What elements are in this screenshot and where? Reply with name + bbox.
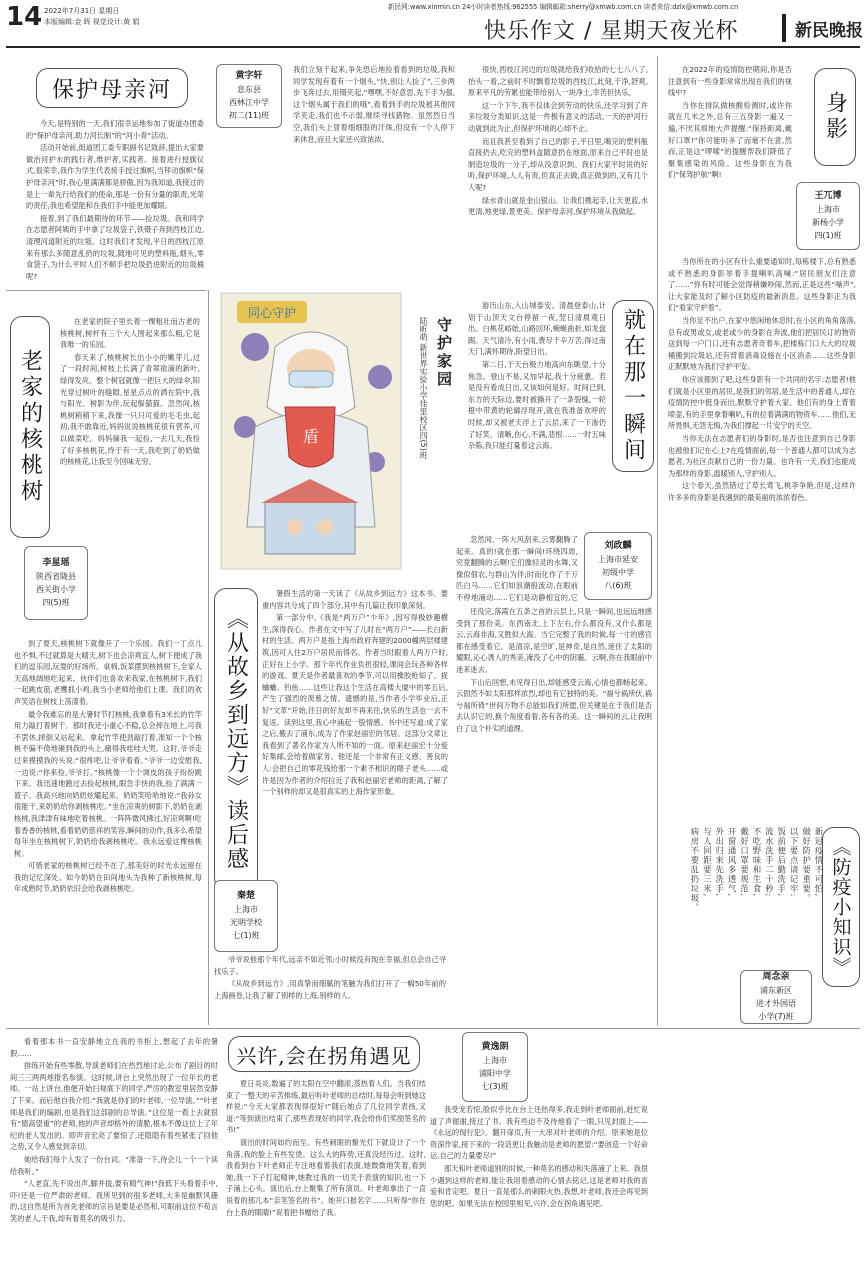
face-mask xyxy=(289,371,333,387)
paragraph: “人老直,先不说出声,脚并拢,要有精气神!”我低下头看着手中,吓!还是一位严肃的老师。我所见到的很多老师,大多是幽默风趣的,这自然是所为首先老师的宗旨是要是必然和,可眼前这位不苟言笑的老人,于我,却有着莫名的吸引力。 xyxy=(10,1179,218,1223)
author-info-line: 七(1)班 xyxy=(232,931,260,940)
poem-line: 病房不要乱扔垃圾。 xyxy=(689,827,700,913)
poem-line: 饭前便后勤洗手, xyxy=(776,827,787,898)
article-title-walnut-tree: 老家的核桃树 xyxy=(10,316,50,538)
paragraph: 绿水青山就是金山银山。让我们携起手,让天更蓝,水更清,地更绿,景更美。保护母亲河,保护环境从我做起。 xyxy=(468,195,648,217)
author-info-line: 初级中学 xyxy=(602,568,634,577)
editor-line: 本版编辑:金 晖 视觉设计:黄 娟 xyxy=(44,18,140,26)
article-body-corner-meet-3 xyxy=(430,1104,648,1276)
poem-line: 做好防护要重要。 xyxy=(801,827,812,903)
author-info-line: 四(5)班 xyxy=(42,598,70,607)
divider xyxy=(6,1028,860,1029)
paragraph: 当你在排队做核酸检测时,或许你就在几米之外,总有三五身影一遍又一遍,不厌其烦地大声提醒:“保持距离,戴好口罩!”你可能听多了而毫不在意,然而,正是这“啰嗦”的提醒帮我们降低了聚集感染的风险。这些身影在为我们“保驾护航”啊! xyxy=(668,100,792,180)
author-info-line: 四(1)班 xyxy=(814,231,842,240)
shield-text: 盾 xyxy=(302,427,320,446)
virus-icon xyxy=(368,365,392,389)
paragraph: 很快,西枝江河边的垃圾就给我们收拾的七七八八了,抬头一看,之前时不时飘着垃圾的西枝江,此刻,干净,舒爽,原来平凡的劳累也能带给别人一块净土,幸苦但快乐。 xyxy=(468,65,648,98)
virus-icon xyxy=(241,333,269,361)
page-number: 14 xyxy=(6,2,43,32)
author-info-line: 西关街小学 xyxy=(36,585,76,594)
poem-line: 与人同距要三米, xyxy=(702,827,713,898)
article-body-figures-1 xyxy=(668,64,792,254)
article-body-that-moment-3 xyxy=(456,606,652,1024)
author-name: 王兀博 xyxy=(814,191,842,201)
paragraph: 可惜老家的核桃树已经不在了,那美好的时光永远留在我的记忆深处。如今奶奶在田间地头为我种了新核桃树,每年成熟时节,奶奶依旧会给我剥核桃吃。 xyxy=(14,861,202,894)
paragraph: 当你无法在志愿者们的身影时,是否也注意到自己身影也被他们记在心上?在疫情面前,每一个普通人都可以成为志愿者,为社区贡献自己的一份力量。也许有一天,我们也能成为那样的身影,温暖别人,守护别人。 xyxy=(668,433,856,478)
author-info-line: 上海市 xyxy=(483,1056,507,1065)
date-line: 2022年7月31日 星期日 xyxy=(44,7,120,15)
article-body-walnut-tree-1 xyxy=(60,316,200,636)
paragraph: 游历山东,入山城泰安。清晨登泰山,计划于山顶天文台停留一夜,翌日清晨观日出。白桃花峪始,山路回环,蜿蜒曲折,如龙盘踞。天气清冷,有小雨,费尽千辛万苦,得过南天门,满怀期待,盼望日出。 xyxy=(468,301,606,357)
author-info-line: 上海市 xyxy=(816,205,840,214)
section-title: 快乐作文 / 星期天夜光杯 xyxy=(484,19,739,44)
article-body-protect-river-2 xyxy=(293,64,455,286)
divider xyxy=(6,290,206,291)
paragraph: 忽然间,一阵大风刮来,云雾翻腾了起来。真的!就在那一瞬间!环绕四周,究竟翻腾的云啊!它们像轻灵的水舞,又像似佃农,与群山为伴;时而化作了千万匹白马……它们如浪潮般流动,在眼前不停地涌动……它们是动静相宜的,它 xyxy=(456,535,578,602)
author-name: 刘政麟 xyxy=(604,541,632,551)
author-box-poem xyxy=(740,970,812,1024)
poem-line: 新冠疫情不可怕, xyxy=(814,827,824,898)
paragraph: 你应该都到了吧,这些身影有一个共同的名字:志愿者!他们就是小区里的居民,是我们的邻居,是生活中的普通人,却在疫情防控中挺身而出,默默守护着大家。他们有的身上背着喷壶,有的手里拿着喇叭,有的拉着满满的物资车……他们,无所畏惧,无怨无悔,为我们撑起一片安宁的天空。 xyxy=(668,374,856,431)
painting-author: 陆昕萌 新世界实验小学佳里校区四(5)班 xyxy=(419,317,428,459)
author-box-corner-meet xyxy=(462,1032,528,1102)
author-info-line: 进才外国语 xyxy=(756,999,796,1008)
contact-line: 新民网:www.xinmin.cn 24小时读者热线:962555 编辑邮箱:sherry@xmwb.com.cn 读者来信:dzlx@xmwb.com.cn xyxy=(388,3,739,11)
author-info-line: 陕西省陇县 xyxy=(36,572,76,581)
paragraph: 下山后回想,未见得日出,却能感受云海,心情也都畅起来。云固然不如太阳那样浓烈,却也有它独特的美。“福兮祸所伏,祸兮福所倚”世间万物不总能如我们所愿,但关键是在于我们是否去认识它的,换个角度看着,各有各的美。这一瞬间的云,让我明白了这个朴实的道理。 xyxy=(456,677,652,733)
author-info-line: 上海市 xyxy=(234,905,258,914)
painting-title: 守护家园 xyxy=(435,317,453,389)
author-info-line: 初二(11)班 xyxy=(228,111,270,120)
paragraph: 演出的时间如约而至。有些刺眼的聚光灯下就设计了一个角落,我的脸上有些发烫。这么大的阵势,还真没经历过。这时,我看到台下叶老师正专注地看着我们表演,她微微地笑着,看到她,我一下子打起精神,她教过我的一切关于表演的知识,也一下子涌上心头。演出后,台上聚集了所有演员。叶老师拿出了一直说着的那几本“亲笔签名的书”。她开口报名字……只听得“你在台上我的眼睛!”说着把书赠给了我。 xyxy=(226,1137,426,1217)
article-body-that-moment-1 xyxy=(468,300,606,530)
poem-line: 开窗通风多透气, xyxy=(727,827,738,898)
paragraph: 这一个下午,我不仅体会到劳动的快乐,还学习到了许多垃圾分类知识,这是一件极有意义的活动,一天的护河行动就到此为止,但保护环境的心却不止。 xyxy=(468,100,648,133)
author-info-line: 新杨小学 xyxy=(812,218,844,227)
article-title-that-moment: 就在那一瞬间 xyxy=(612,300,654,472)
article-body-figures-2 xyxy=(668,256,856,816)
virus-icon xyxy=(234,416,256,438)
banner-text: 同心守护 xyxy=(247,306,297,320)
article-body-walnut-tree-2 xyxy=(14,638,202,1022)
author-box-figures xyxy=(796,182,860,250)
divider xyxy=(657,56,658,1026)
family-figure xyxy=(287,519,303,535)
paragraph: 爷爷说他那个年代,远亲不如近邻;小时候没有现在幸福,但总会自己寻找乐子。 xyxy=(214,955,446,976)
paragraph: 在2022年的疫情防控期间,你是否注意到有一些身影常常出现在我们的视线中? xyxy=(668,65,792,98)
author-name: 黄字轩 xyxy=(235,71,263,81)
author-name: 李星瑶 xyxy=(42,558,70,568)
poem-line: 以下要点请记牢: xyxy=(789,827,800,898)
article-body-corner-meet-1 xyxy=(10,1036,218,1276)
article-body-corner-meet-2 xyxy=(226,1078,426,1276)
paragraph: 在老家的院子里长着一棵粗壮而古老的核桃树,树杆有三个大人围起来那么粗,它是我唯一的乐园。 xyxy=(60,317,200,350)
poem-line: 外出归来先洗手, xyxy=(714,827,725,898)
article-title-figures: 身影 xyxy=(814,68,856,166)
divider xyxy=(208,290,209,1025)
article-body-protect-river-1 xyxy=(26,118,204,286)
paragraph: 今天,是特别的一天,我们很幸运地参加了街道办团委的“保护母亲河,助力河长制”的“河小青”活动。 xyxy=(26,119,204,140)
author-info-line: 浦东新区 xyxy=(760,986,792,995)
article-body-corner-meet-4 xyxy=(660,1036,856,1276)
paragraph: 接着,到了我们最期待的环节——捡垃圾。我和同学在志愿者阿姨的手中拿了垃圾袋子,铁镊子奔到西枝江边,清理河道附近的垃圾。这时我们才发现,平日的西枝江原来有那么多随意乱扔的垃圾,随地可见的塑料瓶,烟头,零食袋子,为什么平时人们不顺手把垃圾扔进附近的垃圾桶呢? xyxy=(26,213,204,281)
article-body-that-moment-2 xyxy=(456,534,578,604)
poem-line: 流水洗手二十秒; xyxy=(764,827,775,898)
paragraph: 我受宠若惊,脸似乎比在台上还热得多,我走到叶老师面前,赶忙说道了声谢谢,接过了书。我有些迫不及待地看了一眼,只见封面上——《永远的现行犯》。翻开扉页,有一大串对叶老师的介绍。原来她是位资深作家,接下来的一段话更让我触动是老师的愿望:“要创造一个好命运,自己的力量要尽!” xyxy=(430,1105,648,1161)
painting-guard-home xyxy=(215,287,460,577)
author-info-line: 息东县 xyxy=(237,85,261,94)
paragraph: 当你足不出户,在家中悠闲地休息时,在小区的角角落落,总有或男或女,或老或少的身影在奔波,他们把居民订的物资送到每一户门口,还有志愿者奇着车,把楼栋门口大大的垃圾桶搬到垃圾站,还有背着消毒设施在小区消杀……这些身影正默默地为我们守护平安。 xyxy=(668,315,856,372)
article-title-book-review: 《从故乡到远方》读后感 xyxy=(214,588,258,890)
header-divider xyxy=(782,14,786,42)
author-name: 周念亲 xyxy=(762,972,790,982)
author-box-that-moment xyxy=(584,532,652,600)
paragraph: 活动开始前,街道团工委专职副书记致辞,提出大家要做治河护水的践行者,维护者,实践者。接着进行授旗仪式,很荣幸,我作为学生代表接手授过旗帜,当拜动旗帜“保护母亲河”时,我心里满满都是骄傲,因为我知道,我接过的是上一辈先行给我们的使命,那是一份有分量的职责,光荣的责任,我也希望能和在我们手中能更加耀眼。 xyxy=(26,143,204,211)
city-house xyxy=(265,502,355,554)
paragraph: 到了夏天,核桃树下就像开了一个乐园。我们一丁点儿也不惧,不过就算是大晴天,树下也会凉爽宜人,树下便成了我们的逗乐园,玩耍的好场所。桌椅,饭菜摆到核桃树下,全家人天高地阔地吃起来。伙伴们也喜欢来我家,在核桃树下,我们一起跳皮筋,老鹰抓小鸡,我当小老师给他们上课。我们的欢声笑语在树枝上荡漾着。 xyxy=(14,639,202,706)
article-title-protect-river: 保护母亲河 xyxy=(36,68,188,108)
author-info-line: 七(3)班 xyxy=(481,1082,509,1091)
paragraph: 暑假生活的第一天读了《从故乡到远方》这本书。要重内容共分成了四个部分,其中有几篇让我印象深刻。 xyxy=(262,589,448,610)
paragraph: 看着那本书一直安静地立在我的书柜上,想起了去年的暑假…… xyxy=(10,1037,218,1058)
paragraph: 春天来了,核桃树长出小小的嫩芽儿,过了一段时间,树枝上长满了青翠欲滴的新叶,绿得发亮。整个树冠就像一把巨大的绿伞,阳光穿过树叶的缝隙,星星点点的洒在院中,我与阳光、树影为伴,玩起躲猫猫。忽然间,核桃树稍稍下来,我像一只只可爱的毛毛虫,起初,我不敢靠近,妈妈说说核桃花很有营养,可以做菜吃。妈妈摘我一起捡,一去几天,我捡了好多核桃花,终于有一天,我吃到了奶奶做的核桃花,让我至今回味无穷。 xyxy=(60,352,200,467)
paragraph: 第二日,于天台极力地高向东眺望,十分焦急。登山不易,又加早起,我十分疲惫。若是没有看成日出,又该如何是好。时间已到,东方的天际边,要时被撕开了一条裂缝,一轮橙中带黄的轮廓浮现开,就在我准备欢呼的时候,却又被老天浮上了云层,来了一下渗仍了好笑。清晰,伤心,不满,悲恨……一时五味杂陈,我只能打量着这云海。 xyxy=(468,359,606,451)
paper-name: 新民晚报 xyxy=(795,21,863,41)
poem-line: 戴好口罩要规范, xyxy=(739,827,750,898)
article-body-book-review-1 xyxy=(262,588,448,880)
poem-title: 《防疫小知识》 xyxy=(822,827,860,987)
poem-line: 不吃野味和生食, xyxy=(751,827,762,898)
paragraph: 她给我们每个人发了一份台词。“准备一下,待会儿一个一个读给我听。” xyxy=(10,1154,218,1176)
paragraph: 而且我甚至看到了自己的影子,平日里,喝完的塑料瓶直接扔去,吃完的塑料盒随意扔在地面,原来自己平时也是制造垃圾的一分子,却从没意识到。我们大家平时说的好听,保护环境,人人有责,但真正去做,真正做到的,又有几个人呢? xyxy=(468,136,648,192)
author-box-protect-river xyxy=(216,64,282,128)
author-info-line: 小学(7)班 xyxy=(758,1012,794,1021)
author-info-line: 八(6)班 xyxy=(604,581,632,590)
header-rule xyxy=(6,46,860,48)
paragraph: 我们立刻干起来,争先恐后地捡着看到的垃圾,我和同学发现有着有一个烟头,“快,别让人捡了”,三步两步飞奔过去,用镊夹起,“嘿嘿,不好意思,先下手为强,这个烟头属于我们的哦”,看着到手的垃圾被其他同学夹走,我们也不示弱,继续寻找猎物。虽然烈日当空,我们头上冒着细细股的汗珠,但没有一个人停下来休息,而且大家还兴致浓浓。 xyxy=(293,65,455,144)
paragraph: 《从故乡到远方》,用真挚而细腻的笔触为我们打开了一幅50年前的上海画卷,让我了解了别样的上海,别样的人。 xyxy=(214,979,446,1000)
article-body-protect-river-3 xyxy=(468,64,648,286)
author-info-line: 浦阳中学 xyxy=(479,1069,511,1078)
paragraph: 第一部分中,《我是“两万户”少年》,因写得极妙趣横生,深得我心。作者在文中写了儿时在“两万户”——长白新村的生活。两万户是指上海市政府奔建的2000幢两层楼建筑,因可入住2万户居民而得名。作者当时跟着人两万户时,正好在上小学。那个年代作业负担很轻,课间会玩各种各样的游戏。夏天是作者最喜欢的季节,可以用橡胶枪知了、捉蛐蛐、钓鱼……这些让我这个生活在高楼大厦中的零五后,产生了强烈的羡慕之情。遗憾的是,当作者小学毕业后,正好“文革”开始,往日的好友却不再来往,快乐的生活也一去不复返。读到这里,我心中涌起一股情感。书中还写道:成了家之后,搬去了浦东,成为了作家赵丽宏的邻居。这部分文章让我看到了著名作家为人所不知的一面。原来赵丽宏十分爱好集邮,会给着做家务。他还是一个非常有正义感、善良的人:会把自己的零花钱给那一个素不相识的瞎子老头……或许是因为作者的介绍拉近了我和赵丽宏老师的距离,了解了一个别样的却又是很真实的上海作家形象。 xyxy=(262,613,448,797)
paragraph: 排练开始有些零散,导演老师们在热烈地讨论,公布了剧目的时间三三两两地报名参演。这时候,讲台上突然出现了一位年长的老师。一站上讲台,他便开始扫视底下的同学,严厉的教室里居然安静了下来。而后他自我介绍:“我就是你们的叶老师,一位导演。”“叶老师是我们的编剧,也是我们这部剧的总导演。”这位是一看上去就很有“德高望重”的老师,他的声音却格外的清脆,根本不像这位上了年纪的老人发出的。即声音宏亮了要惊了,还隐隐有着些紧张了回他之势,又令人感觉到亲切。 xyxy=(10,1061,218,1152)
paragraph: 最令我难忘的是大暑时节打核桃,我拿着有3米长的竹竿用力敲打着树干。那时我还小重心不稳,总会摔在地上,可我不罢休,摔倒又站起来。拿起竹竿使劲敲打着,准知一个个核桃不偏不倚地砸到我的头上,痛得我哇哇大哭。这时,爷爷走过来摸摸我的头说:“很疼吧,让爷爷看看。”爷爷一边安慰我,一边说:“你来捡,爷爷打。”核桃像一个个调皮的孩子纷纷跳下来。我迅速地跑过去捡起核桃,眼急手快的我,捡了满满一篮子。我高兴地向奶奶炫耀起来。奶奶笑哈哈地说:“我孙女很能干,来奶奶给你剥核桃吃。”坐在凉爽的树影下,奶奶在剥核桃,我津津有味地吃着核桃。一阵阵微风拂过,好凉爽啊!吃着香香的核桃,看着奶奶慈祥的笑容,瞬间的动作,我多么希望每年坐在核桃树下,奶奶给我剥核桃吃。我永远爱这棵核桃树。 xyxy=(14,709,202,858)
paragraph: 夏日炎炎,数遍了的太阳在空中翻滚,蒸热着人们。当我们结束了一整天的辛苦排练,最后听叶老师的总结时,每每会听到她这样说:“今天大家都表现得很好!”随后她点了几位同学表扬,又道:“等到演出结束了,那些表现好的同学,我会给你们奖励签名的书!” xyxy=(226,1079,426,1135)
author-info-line: 上海市延安 xyxy=(598,555,638,564)
author-name: 黄逸朗 xyxy=(481,1042,509,1052)
article-title-corner-meet: 兴许,会在拐角遇见 xyxy=(228,1036,420,1072)
paragraph: 当你所在的小区有什么重要通知时,每栋楼下,总有熟悉或不熟悉的身影举着手提喇叭高喊:“居民朋友们注意了……”你有时可能会觉得稍嫌吵闹,然而,正是这些“噪声”,让大家能及时了解小区防疫的最新消息。这些身影正为我们“看家守护着”。 xyxy=(668,257,856,313)
author-info-line: 西林江中学 xyxy=(229,98,269,107)
author-box-book-review xyxy=(214,880,278,952)
author-name: 秦楚 xyxy=(236,891,255,901)
paragraph: 还没完,落霞在五条之首的云层上,只是一瞬间,也远远地感受到了那份美。东西南北,上下左右,什么都没有,又什么都是云,云海非海,又胜似大海。当它完整了我的时候,每一寸的感官都在感受着它。是清凉,是空旷,是神奇,是自然,迷住了太阳的耀眼,沁心诱人的秀美,淹没了心中的阴霾。云啊,你在我眼前中迷来迷去。 xyxy=(456,607,652,674)
family-figure xyxy=(317,519,333,535)
paragraph: 这个春天,虽然错过了草长莺飞,桃李争艳,但是,这样许许多多的身影是我遇到的最美丽的浓浓春色。 xyxy=(668,481,856,502)
article-body-book-review-2 xyxy=(214,954,446,1024)
author-info-line: 光明学校 xyxy=(230,918,262,927)
paragraph: 那天和叶老师道别的时候,一种莫名的感动和失落涌了上来。我很少遇到这样的老师,能让我用着感动的心情去铭记,这是老师对我的喜爱和肯定吧。夏日一直是那么的刺眼火热,我想,叶老师,我还会再见到您的吧。如果无法在校园里相见,兴许,会在拐角遇见吧。 xyxy=(430,1163,648,1208)
